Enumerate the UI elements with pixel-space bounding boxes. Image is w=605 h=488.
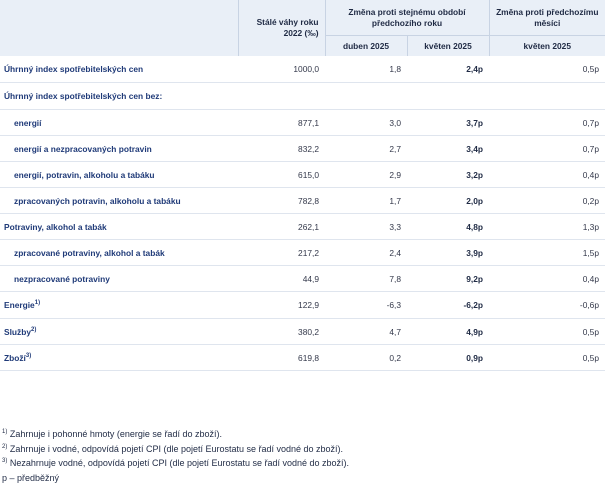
table-row [0, 56, 605, 83]
weight-cell: 122,9 [238, 292, 325, 319]
footnote [2, 427, 349, 442]
table-row [0, 83, 605, 110]
weight-cell: 262,1 [238, 214, 325, 240]
may-2025-mom-cell: 0,4p [489, 162, 605, 188]
row-label-cell [0, 56, 238, 83]
weight-cell [238, 83, 325, 110]
may-2025-yoy-cell: 4,9p [407, 319, 489, 345]
april-2025-cell: 2,9 [325, 162, 407, 188]
may-2025-yoy-cell: -6,2p [407, 292, 489, 319]
row-label-cell [0, 110, 238, 136]
row-label-cell [0, 136, 238, 162]
row-label: Úhrnný index spotřebitelských cen bez: [4, 91, 163, 101]
row-label: energií [14, 117, 42, 128]
may-2025-yoy-cell: 3,7p [407, 110, 489, 136]
may-2025-mom-cell: 0,5p [489, 345, 605, 371]
april-2025-cell: 0,2 [325, 345, 407, 371]
may-2025-yoy-cell: 0,9p [407, 345, 489, 371]
april-2025-cell: -6,3 [325, 292, 407, 319]
table-row [0, 345, 605, 371]
table-row [0, 266, 605, 292]
table-row [0, 188, 605, 214]
row-label-cell [0, 345, 238, 371]
footnote-number: 1) [2, 429, 8, 435]
april-2025-cell: 7,8 [325, 266, 407, 292]
may-2025-yoy-cell: 3,9p [407, 240, 489, 266]
may-2025-yoy-cell: 3,2p [407, 162, 489, 188]
header-weights: Stálé váhy roku 2022 (‰) [238, 0, 325, 56]
header-may-2025-yoy: květen 2025 [407, 36, 489, 57]
row-label-cell [0, 266, 238, 292]
may-2025-mom-cell: 0,7p [489, 136, 605, 162]
row-label-cell [0, 240, 238, 266]
row-label: zpracovaných potravin, alkoholu a tabáku [14, 195, 181, 206]
row-label-cell [0, 83, 238, 110]
table-row [0, 110, 605, 136]
row-label-cell [0, 319, 238, 345]
april-2025-cell: 4,7 [325, 319, 407, 345]
may-2025-yoy-cell: 2,0p [407, 188, 489, 214]
may-2025-mom-cell [489, 83, 605, 110]
may-2025-mom-cell: 0,2p [489, 188, 605, 214]
may-2025-mom-cell: 0,4p [489, 266, 605, 292]
may-2025-mom-cell: 0,5p [489, 56, 605, 83]
weight-cell: 832,2 [238, 136, 325, 162]
header-group-prev-month: Změna proti předchozímu měsíci [489, 0, 605, 36]
row-label: Služby [4, 326, 31, 337]
may-2025-yoy-cell: 3,4p [407, 136, 489, 162]
weight-cell: 217,2 [238, 240, 325, 266]
may-2025-yoy-cell: 4,8p [407, 214, 489, 240]
footnote-marker: 2) [31, 326, 37, 333]
april-2025-cell: 2,4 [325, 240, 407, 266]
april-2025-cell: 1,7 [325, 188, 407, 214]
footnote-marker: 1) [34, 300, 41, 307]
footnote [2, 471, 349, 486]
row-label: Zboží [4, 352, 26, 363]
april-2025-cell: 1,8 [325, 56, 407, 83]
footnote-text: Zahrnuje i vodné, odpovídá pojetí CPI (dle pojetí Eurostatu se řadí vodné do zboží). [7, 443, 344, 454]
footnotes [2, 427, 349, 485]
may-2025-yoy-cell: 2,4p [407, 56, 489, 83]
table-row [0, 240, 605, 266]
table-row [0, 292, 605, 319]
row-label: nezpracované potraviny [14, 273, 110, 284]
row-label-cell [0, 188, 238, 214]
row-label-cell [0, 214, 238, 240]
row-label: zpracované potraviny, alkohol a tabák [14, 247, 165, 258]
footnote [2, 456, 349, 471]
header-blank-cell [0, 0, 238, 56]
row-label-cell [0, 292, 238, 319]
weight-cell: 615,0 [238, 162, 325, 188]
footnote-number: 2) [2, 443, 8, 450]
row-label: Energie [4, 300, 35, 310]
weight-cell: 380,2 [238, 319, 325, 345]
april-2025-cell: 3,0 [325, 110, 407, 136]
footnote-text: p – předběžný [2, 472, 60, 483]
may-2025-mom-cell: -0,6p [489, 292, 605, 319]
may-2025-mom-cell: 0,5p [489, 319, 605, 345]
row-label: energií a nezpracovaných potravin [14, 143, 152, 154]
weight-cell: 782,8 [238, 188, 325, 214]
footnote-marker: 3) [25, 352, 32, 359]
table-body [0, 56, 605, 371]
table-header [0, 0, 605, 56]
table-row [0, 319, 605, 345]
table-row [0, 214, 605, 240]
footnote-text: Nezahrnuje vodné, odpovídá pojetí CPI (dle pojetí Eurostatu se řadí vodné do zboží). [7, 458, 350, 468]
weight-cell: 44,9 [238, 266, 325, 292]
weight-cell: 619,8 [238, 345, 325, 371]
row-label: Potraviny, alkohol a tabák [4, 221, 107, 232]
header-april-2025: duben 2025 [325, 36, 407, 57]
footnote-text: Zahrnuje i pohonné hmoty (energie se řadí do zboží). [7, 429, 222, 439]
header-may-2025-mom: květen 2025 [489, 36, 605, 57]
table-row [0, 136, 605, 162]
may-2025-yoy-cell: 9,2p [407, 266, 489, 292]
weight-cell: 1000,0 [238, 56, 325, 83]
may-2025-mom-cell: 0,7p [489, 110, 605, 136]
april-2025-cell [325, 83, 407, 110]
row-label-cell [0, 162, 238, 188]
row-label: energií, potravin, alkoholu a tabáku [14, 169, 155, 180]
may-2025-yoy-cell [407, 83, 489, 110]
may-2025-mom-cell: 1,3p [489, 214, 605, 240]
header-group-prev-year: Změna proti stejnému období předchozího roku [325, 0, 489, 36]
april-2025-cell: 3,3 [325, 214, 407, 240]
footnote [2, 442, 349, 457]
may-2025-mom-cell: 1,5p [489, 240, 605, 266]
weight-cell: 877,1 [238, 110, 325, 136]
table-row [0, 162, 605, 188]
april-2025-cell: 2,7 [325, 136, 407, 162]
row-label: Úhrnný index spotřebitelských cen [4, 64, 144, 74]
footnote-number: 3) [2, 458, 8, 464]
